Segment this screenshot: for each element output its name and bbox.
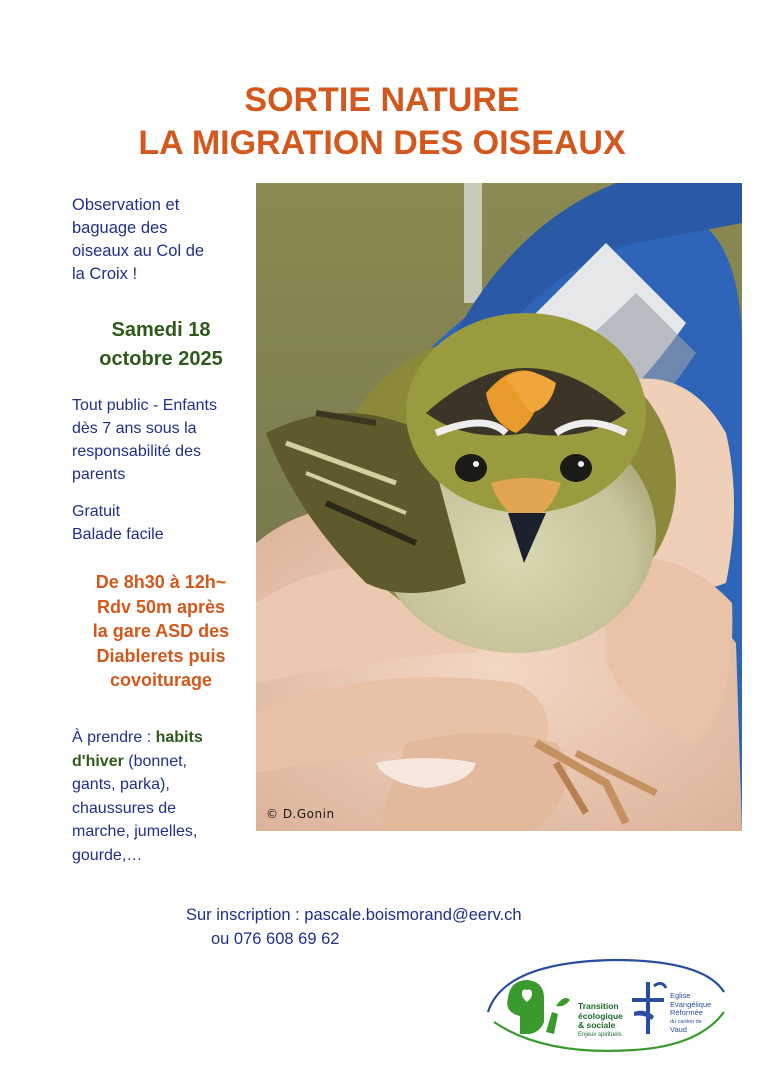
intro-line: Observation et	[72, 196, 180, 214]
bring-line: (bonnet,	[123, 752, 187, 770]
intro-text	[72, 194, 250, 286]
tes-line: Enjeux spirituels	[578, 1031, 622, 1038]
title-line-2: LA MIGRATION DES OISEAUX	[138, 124, 626, 162]
schedule-line: Rdv 50m après	[96, 596, 226, 617]
bring-line: gourde,…	[72, 846, 143, 864]
eerv-line: du canton de	[670, 1018, 702, 1025]
date-line: octobre 2025	[99, 348, 223, 370]
intro-line: la Croix !	[72, 265, 138, 283]
event-date	[72, 316, 250, 374]
eerv-line: Vaud	[670, 1025, 687, 1034]
photo-credit: © D.Gonin	[266, 807, 335, 821]
difficulty-text: Balade facile	[72, 526, 164, 543]
bird-photo	[256, 183, 742, 831]
intro-line: baguage des	[72, 219, 168, 237]
bring-line: chaussures de	[72, 799, 177, 817]
schedule-text	[66, 570, 256, 693]
eerv-line: Evangélique	[670, 999, 712, 1009]
schedule-line: covoiturage	[109, 670, 213, 690]
info-text	[72, 500, 250, 546]
bring-highlight: d'hiver	[72, 752, 124, 770]
firecrest-bird-illustration	[256, 183, 742, 831]
audience-line: dès 7 ans sous la	[72, 420, 197, 437]
eerv-logo-text	[670, 992, 711, 1035]
contact-phone-line: ou 076 608 69 62	[211, 930, 340, 948]
audience-text	[72, 394, 250, 486]
tes-line: & sociale	[578, 1020, 616, 1030]
bring-list	[72, 726, 250, 867]
title-line-1: SORTIE NATURE	[244, 81, 520, 119]
tes-line: écologique	[578, 1010, 623, 1021]
contact-email-line: Sur inscription : pascale.boismorand@eerv.ch	[186, 906, 522, 924]
bring-line: marche, jumelles,	[72, 823, 198, 840]
bring-label: À prendre :	[72, 729, 152, 746]
eerv-line: Réformée	[670, 1008, 703, 1017]
schedule-line: De 8h30 à 12h~	[95, 572, 227, 592]
audience-line: parents	[72, 466, 126, 483]
partner-logos	[484, 952, 730, 1058]
tes-logo-text	[578, 1002, 623, 1040]
date-line: Samedi 18	[111, 319, 211, 341]
bring-line: gants, parka),	[72, 776, 170, 793]
audience-line: Tout public - Enfants	[72, 397, 217, 414]
schedule-line: la gare ASD des	[92, 621, 230, 641]
price-text: Gratuit	[72, 503, 121, 520]
intro-line: oiseaux au Col de	[72, 242, 205, 260]
schedule-line: Diablerets puis	[96, 645, 226, 666]
eerv-line: Eglise	[670, 991, 691, 1000]
tes-line: Transition	[578, 1001, 619, 1011]
bring-highlight: habits	[155, 729, 203, 746]
audience-line: responsabilité des	[72, 443, 201, 460]
